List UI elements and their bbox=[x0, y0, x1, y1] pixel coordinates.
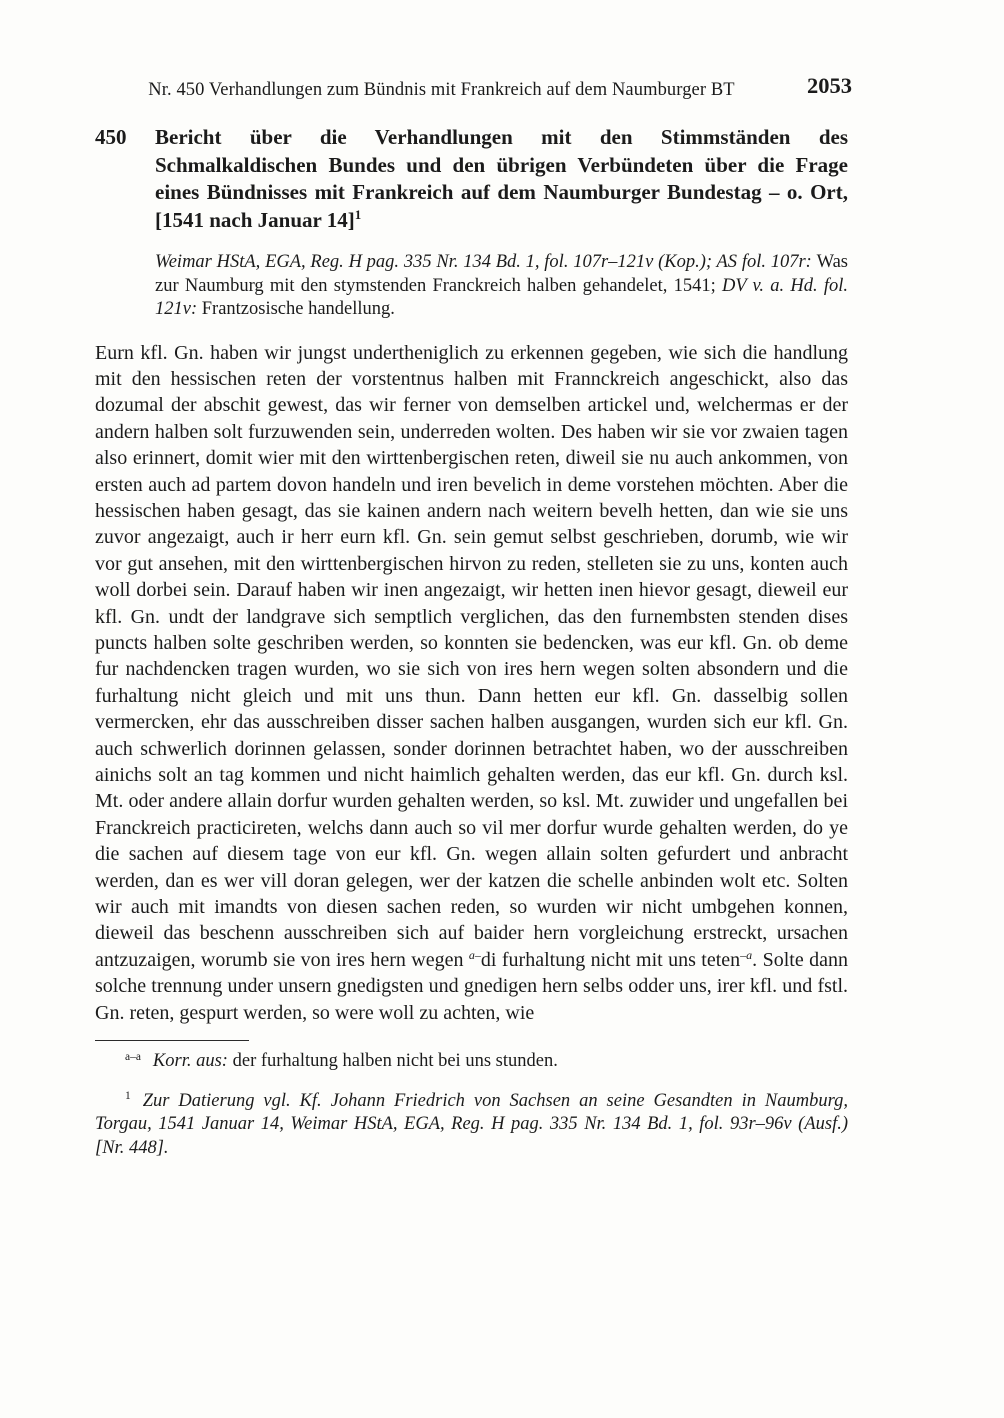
apparatus-footnote-lemma: Korr. aus: bbox=[152, 1051, 228, 1072]
page-number: 2053 bbox=[807, 73, 852, 98]
source-note-dv-text: Frantzosische handellung. bbox=[201, 299, 395, 319]
apparatus-variant-text: di furhaltung nicht mit uns teten bbox=[480, 948, 741, 971]
running-title: Nr. 450 Verhandlungen zum Bündnis mit Frankreich auf dem Naumburger BT bbox=[148, 80, 735, 100]
body-text-part1: Eurn kfl. Gn. haben wir jungst undertheniglich zu erkennen gegeben, wie sich die handlung mit den hessischen reten der vorstentnus halben mit Frannckreich angeschickt, also das dozumal der abschit gewest, das wir ferner von demselben artickel und, welchermas er der andern halben solt furzuwenden sein, underreden wolten. Des haben wir sie vor zwaien tagen also erinnert, domit wier mit den wirttenbergischen reten, diweil sie nu auch ankommen, von ersten auch ad partem dovon handeln und iren bevelich in deme vorstehen möchten. Aber die hessischen haben gesagt, das sie kainen andern nach weitern bevelh hetten, dan wie sie uns zuvor angezaigt, auch ir herr eurn kfl. Gn. sein gemut selbst geschrieben, dorumb, wie wir vor gut ansehen, mit den wirttenbergischen hirvon zu reden, stelleten sie zu uns, konten auch woll dorbei sein. Darauf haben wir inen angezaigt, wir hetten inen hievor gesagt, dieweil eur kfl. Gn. undt der landgrave sich semptlich verglichen, das den furnembsten stenden dises puncts halben solte geschriben werden, so konnten sie bedencken, was eur kfl. Gn. ob deme fur nachdencken tragen wurden, wo sie sich von ires hern wegen solten absondern und die furhaltung nicht gleich und mit uns thun. Dann hetten eur kfl. Gn. dasselbig sollen vermercken, ehr das ausschreiben disser sachen halben ausgangen, wurden sich eur kfl. Gn. auch schwerlich dorinnen gelassen, sonder dorinnen betrachtet haben, wo der ausschreiben ainichs solt an tag kommen und nicht haimlich gehalten werden, das eur kfl. Gn. durch ksl. Mt. oder andere allain dorfur wurden gehalten werden, so ksl. Mt. zuwider und ungefallen bei Franckreich practicireten, welchs dann auch so vil mer dorfur wurde gehalten werden, do ye die sachen auf diesem tage von eur kfl. Gn. wegen allain solten gefurdert und anbracht werden, dan es wer vill doran gelegen, wer der katzen die schelle anbinden wolt etc. Solten wir auch mit imandts von diesen sachen reden, so wurden wir nicht umbgehen konnen, dieweil das beschenn ausschreiben sich auf baider hern vorgleichung erstreckt, ursachen antzuzaigen, worumb sie von ires hern wegen bbox=[95, 341, 848, 971]
apparatus-marker-close: –a bbox=[740, 947, 753, 962]
footnote-ref-1: 1 bbox=[354, 207, 362, 223]
source-note-as-text: Was zur Naumburg mit den stymstenden Franckreich halben gehandelet, 1541; bbox=[155, 252, 848, 296]
footnote-1-text: Zur Datierung vgl. Kf. Johann Friedrich von Sachsen an seine Gesandten in Naumburg, Torgau, 1541 Januar 14, Weimar HStA, EGA, Reg. H pag. 335 Nr. 134 Bd. 1, fol. 93r–96v (Ausf.) [Nr. 448]. bbox=[95, 1090, 848, 1158]
apparatus-footnote-text: der furhaltung halben nicht bei uns stunden. bbox=[227, 1051, 558, 1072]
source-note-archive: Weimar HStA, EGA, Reg. H pag. 335 Nr. 134 Bd. 1, fol. 107r–121v (Kop.); AS fol. 107r: bbox=[155, 252, 817, 272]
entry-title-text: Bericht über die Verhandlungen mit den Stimmständen des Schmalkaldischen Bundes und den übrigen Verbündeten über die Frage eines Bündnisses mit Frankreich auf dem Naumburger Bundestag – o. Ort, [1541 nach Januar 14] bbox=[155, 125, 848, 232]
footnote-1 bbox=[95, 1090, 848, 1161]
body-paragraph bbox=[95, 340, 848, 1027]
body-text-part2: . Solte dann solche trennung under unsern gnedigsten und gnedigen hern selbs odder uns, irer kfl. und fstl. Gn. reten, gespurt werden, so were woll zu achten, wie bbox=[95, 948, 848, 1024]
source-note bbox=[155, 251, 848, 322]
page-content bbox=[95, 73, 852, 1160]
apparatus-marker-open: a– bbox=[468, 947, 481, 962]
source-note-dv: DV v. a. Hd. fol. 121v: bbox=[155, 275, 848, 319]
apparatus-footnote-label: a–a bbox=[125, 1050, 141, 1063]
entry-title bbox=[155, 124, 848, 234]
footnote-separator bbox=[95, 1040, 249, 1041]
footnotes-section bbox=[95, 1050, 848, 1160]
running-header bbox=[95, 73, 852, 102]
footnote-1-label: 1 bbox=[125, 1090, 131, 1103]
entry-heading bbox=[95, 124, 848, 234]
entry-number: 450 bbox=[95, 125, 127, 149]
apparatus-footnote bbox=[95, 1050, 848, 1074]
